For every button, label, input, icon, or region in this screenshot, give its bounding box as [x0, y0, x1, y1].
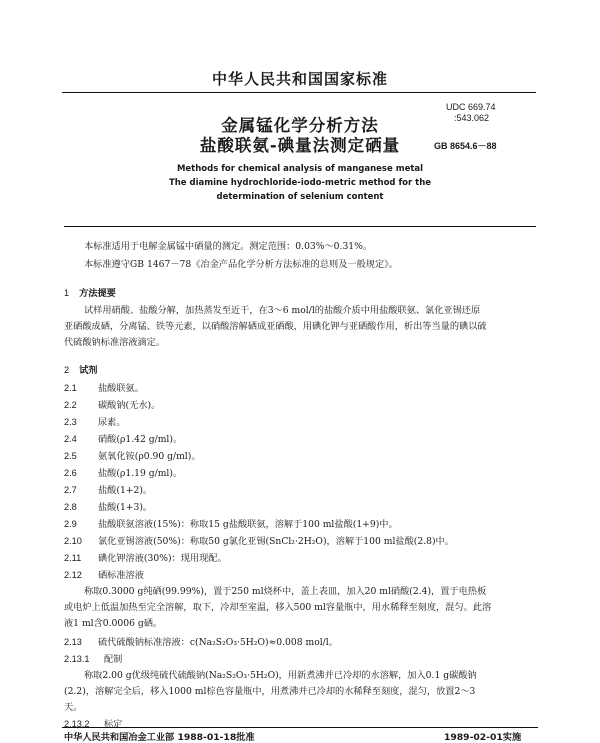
reagent-item-number: 2.3 [64, 417, 77, 427]
reagent-item-text: 盐酸(1+2)。 [98, 485, 153, 496]
reagent-item [64, 433, 182, 446]
gb-number: GB 8654.6－88 [434, 141, 497, 151]
standard-header: 中华人民共和国国家标准 [211, 70, 388, 88]
subsection-title: 配制 [104, 654, 123, 665]
preparation-line-2: (2.2)，溶解完全后，移入1000 ml棕色容量瓶中，用煮沸并已冷却的水稀释至刻度，混匀，放置2～3 [64, 686, 476, 697]
reagent-item-text: 盐酸联氨。 [98, 383, 144, 394]
approval-date: 中华人民共和国冶金工业部 1988-01-18批准 [64, 732, 255, 743]
reagent-item-number: 2.9 [64, 519, 77, 529]
intro-paragraph-1: 本标准适用于电解金属锰中硒量的测定。测定范围：0.03%～0.31%。 [84, 241, 373, 252]
reagent-item-number: 2.13 [64, 637, 82, 647]
reagent-item-number: 2.11 [64, 553, 82, 563]
english-title-line-3: determination of selenium content [216, 192, 384, 202]
header-rule [62, 92, 536, 93]
reagent-item-number: 2.4 [64, 434, 77, 444]
reagent-item-text: 硝酸(ρ1.42 g/ml)。 [98, 434, 183, 445]
reagent-item-number: 2.10 [64, 536, 82, 546]
reagent-item-number: 2.7 [64, 485, 77, 495]
implementation-date: 1989-02-01实施 [444, 732, 522, 743]
reagent-item-text: 硫代硫酸钠标准溶液：c(Na₂S₂O₃·5H₂O)≈0.008 mol/l。 [98, 637, 338, 648]
udc-line-2: :543.062 [454, 113, 490, 123]
udc-line-1: UDC 669.74 [446, 102, 496, 112]
english-title-line-1: Methods for chemical analysis of manganese metal [176, 164, 424, 174]
section-1-title: 方法提要 [79, 288, 116, 299]
reagent-item-number: 2.8 [64, 502, 77, 512]
reagent-item-text: 盐酸联氨溶液(15%)：称取15 g盐酸联氨，溶解于100 ml盐酸(1+9)中。 [98, 519, 398, 530]
selenium-standard-line-1: 称取0.3000 g纯硒(99.99%)，置于250 ml烧杯中，盖上表皿，加入20 ml硝酸(2.4)，置于电热板 [84, 586, 487, 597]
subsection-number: 2.13.1 [64, 654, 90, 664]
english-title-line-2: The diamine hydrochloride-iodo-metric method for the [168, 178, 432, 188]
section-1-line-3: 代硫酸钠标准溶液滴定。 [64, 337, 166, 348]
reagent-item-text: 盐酸(1+3)。 [98, 502, 153, 513]
reagent-item-number: 2.1 [64, 383, 77, 393]
section-1-line-1: 试样用硝酸、盐酸分解，加热蒸发至近干，在3～6 mol/l的盐酸介质中用盐酸联氨、氯化亚锡还原 [84, 305, 481, 316]
reagent-item [64, 416, 126, 429]
reagent-item-text: 碘化钾溶液(30%)：现用现配。 [98, 553, 227, 564]
title-line-1: 金属锰化学分析方法 [221, 116, 379, 135]
reagent-item [64, 636, 338, 649]
section-2-heading [64, 362, 98, 376]
reagent-item-text: 氨氧化铵(ρ0.90 g/ml)。 [98, 451, 201, 462]
reagent-item [64, 569, 144, 582]
preparation-line-3: 天。 [64, 702, 83, 713]
reagent-item-text: 盐酸(ρ1.19 g/ml)。 [98, 468, 183, 479]
reagent-item [64, 450, 201, 463]
reagent-item [64, 467, 182, 480]
reagent-item [64, 552, 227, 565]
footer-rule [62, 727, 538, 728]
subsection-number: 2.13.2 [64, 719, 90, 729]
reagent-item [64, 518, 398, 531]
reagent-item [64, 382, 144, 395]
section-2-number: 2 [64, 365, 70, 375]
reagent-item-number: 2.6 [64, 468, 77, 478]
reagent-item-text: 尿素。 [98, 417, 126, 428]
section-2-title: 试剂 [79, 365, 98, 376]
reagent-item [64, 484, 152, 497]
preparation-line-1: 称取2.00 g优级纯硫代硫酸钠(Na₂S₂O₃·5H₂O)，用新煮沸并已冷却的水溶解，加入0.1 g碳酸钠 [84, 670, 477, 681]
reagent-item-number: 2.2 [64, 400, 77, 410]
reagent-item [64, 501, 152, 514]
reagent-item [64, 399, 160, 412]
reagent-item-number: 2.12 [64, 570, 82, 580]
title-line-2: 盐酸联氨-碘量法测定硒量 [199, 136, 401, 155]
reagent-item-text: 碳酸钠(无水)。 [98, 400, 161, 411]
subsection-heading [64, 653, 122, 666]
reagent-item-text: 硒标准溶液 [98, 570, 144, 581]
section-1-line-2: 亚硒酸成硒，分离锰、铁等元素，以硝酸溶解硒成亚硒酸，用碘化钾与亚硒酸作用，析出等当量的碘以硫 [64, 321, 487, 332]
reagent-item-number: 2.5 [64, 451, 77, 461]
selenium-standard-line-2: 或电炉上低温加热至完全溶解，取下，冷却至室温，移入500 ml容量瓶中，用水稀释至刻度，混匀。此溶 [64, 602, 492, 613]
subsection-title: 标定 [104, 719, 123, 730]
intro-paragraph-2: 本标准遵守GB 1467－78《冶金产品化学分析方法标准的总则及一般规定》。 [84, 259, 398, 270]
reagent-item [64, 535, 454, 548]
selenium-standard-line-3: 液1 ml含0.0006 g硒。 [64, 618, 163, 629]
reagent-item-text: 氯化亚锡溶液(50%)：称取50 g氯化亚锡(SnCl₂·2H₂O)，溶解于100 ml盐酸(2.8)中。 [98, 536, 454, 547]
section-1-heading [64, 285, 116, 299]
section-1-number: 1 [64, 288, 70, 298]
title-rule [64, 226, 536, 227]
